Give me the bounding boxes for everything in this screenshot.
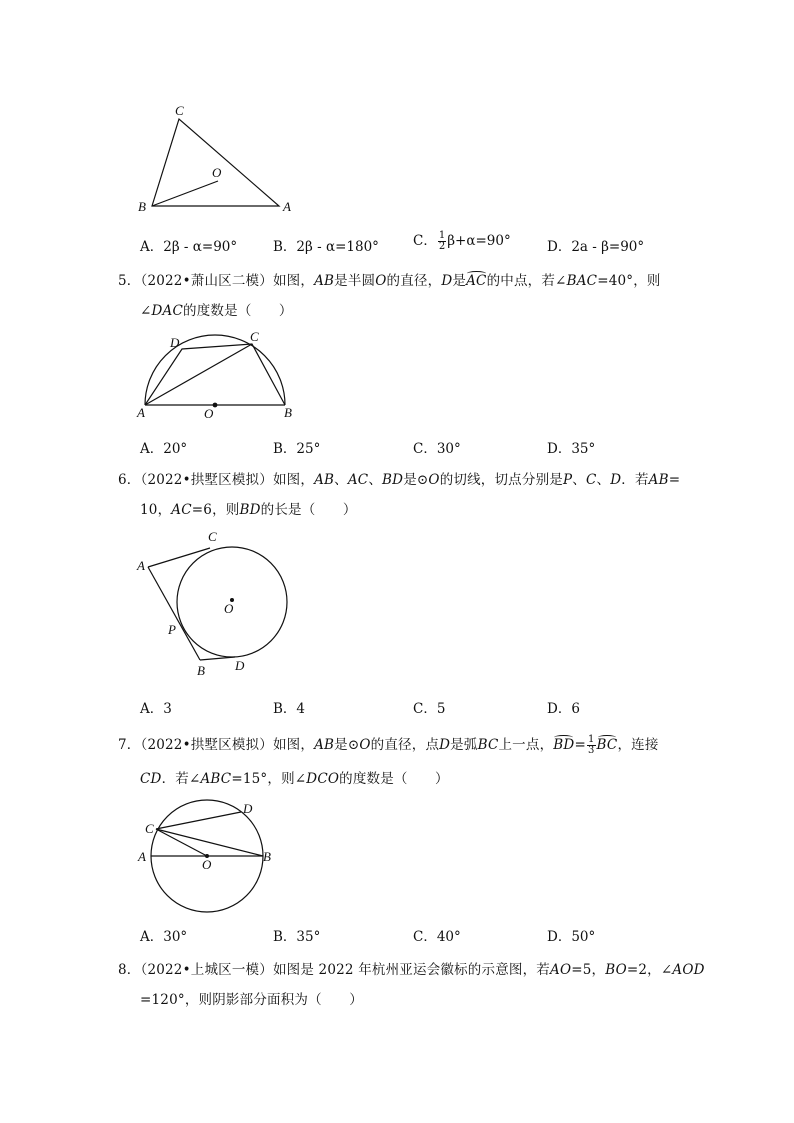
label-a: A [137, 558, 145, 573]
q7-choice-a[interactable]: A．30° [140, 929, 188, 945]
triangle-abc [152, 119, 279, 206]
label-b: B [284, 405, 292, 420]
fraction-denominator: 2 [438, 241, 446, 252]
quad-adcb [145, 344, 285, 405]
q6-line1: 6．（2022•拱墅区模拟）如图，AB、AC、BD是⊙O的切线，切点分别是P、C、D．若AB= [118, 472, 681, 488]
q5-line1: 5．（2022•萧山区二模）如图，AB是半圆O的直径，D是AC的中点，若∠BAC=40°，则 [118, 273, 661, 289]
arc-ac: AC [466, 273, 487, 289]
label-o: O [212, 165, 222, 180]
q4-choice-d[interactable]: D．2a - β=90° [547, 239, 645, 255]
arc-bc: BC [596, 737, 618, 753]
label-o: O [202, 857, 212, 872]
label-c: C [208, 529, 217, 544]
q4-triangle-figure [130, 100, 310, 218]
tangent-ab [148, 567, 200, 660]
q6-choice-d[interactable]: D．6 [547, 701, 580, 717]
q5-line2: ∠DAC的度数是（ ） [140, 303, 293, 319]
q7-line2: CD．若∠ABC=15°，则∠DCO的度数是（ ） [140, 771, 449, 787]
label-d: D [235, 658, 245, 673]
q7-line1: 7．（2022•拱墅区模拟）如图，AB是⊙O的直径，点D是弧BC上一点，BD= $\frac{1}{3}$ BC，连接 [118, 734, 659, 756]
semicircle-arc [145, 335, 285, 405]
arc-bd: BD [553, 737, 575, 753]
q7-circle-figure [130, 793, 290, 923]
label-c: C [250, 329, 259, 344]
q5-choice-b[interactable]: B．25° [273, 441, 321, 457]
label-d: D [243, 801, 253, 816]
label-a: A [138, 849, 146, 864]
q5-choice-a[interactable]: A．20° [140, 441, 188, 457]
q8-line2: =120°，则阴影部分面积为（ ） [140, 992, 363, 1008]
fraction-numerator: 1 [438, 230, 446, 241]
label-b: B [197, 663, 205, 678]
q5-semicircle-figure [130, 325, 310, 425]
fraction-third [587, 735, 596, 756]
tangent-bd [200, 657, 235, 660]
label-a: A [137, 405, 145, 420]
q4-choice-c-suffix: β+α=90° [447, 233, 511, 249]
q7-choice-b[interactable]: B．35° [273, 929, 321, 945]
label-p: P [168, 622, 176, 637]
label-b: B [263, 849, 271, 864]
label-c: C [175, 103, 184, 118]
q6-choice-c[interactable]: C．5 [413, 701, 446, 717]
q5-choice-d[interactable]: D．35° [547, 441, 596, 457]
label-o: O [224, 601, 234, 616]
q6-choice-a[interactable]: A．3 [140, 701, 172, 717]
q7-choice-c[interactable]: C．40° [413, 929, 461, 945]
q6-tangent-circle-figure [130, 525, 310, 685]
label-d: D [170, 335, 180, 350]
q6-line2: 10，AC=6，则BD的长是（ ） [140, 502, 357, 518]
label-a: A [283, 199, 291, 214]
chord-cb [156, 829, 263, 856]
q5-choice-c[interactable]: C．30° [413, 441, 461, 457]
label-b: B [138, 199, 146, 214]
segment-co [156, 829, 207, 856]
q8-line1: 8．（2022•上城区一模）如图是 2022 年杭州亚运会徽标的示意图，若AO=5，BO=2，∠AOD [118, 962, 705, 978]
q7-choice-d[interactable]: D．50° [547, 929, 596, 945]
chord-ac [145, 344, 252, 405]
q4-choice-b[interactable]: B．2β - α=180° [273, 239, 379, 255]
q4-choice-a[interactable]: A．2β - α=90° [140, 239, 238, 255]
segment-bo [152, 181, 218, 206]
label-c: C [145, 821, 154, 836]
fraction-numerator: 1 [587, 734, 595, 745]
label-o: O [204, 406, 214, 421]
q4-choice-c[interactable] [413, 229, 511, 252]
fraction-half [438, 231, 446, 252]
fraction-denominator: 3 [587, 745, 595, 756]
q4-choice-c-prefix: C． [413, 233, 437, 249]
q6-choice-b[interactable]: B．4 [273, 701, 306, 717]
